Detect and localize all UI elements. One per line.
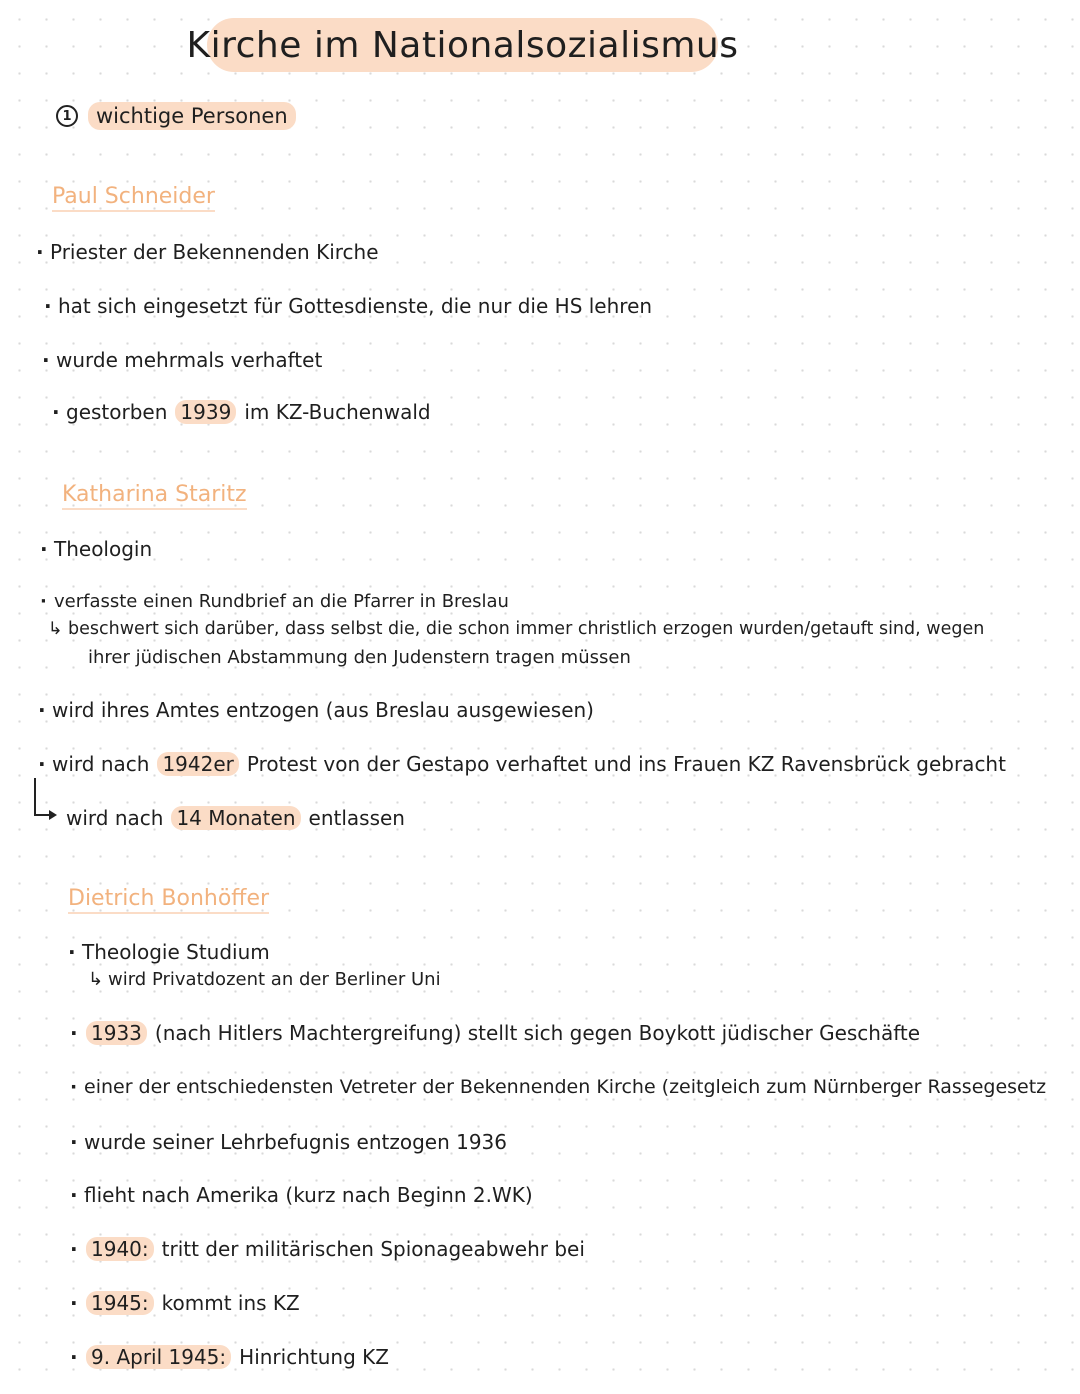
list-item: · hat sich eingesetzt für Gottesdienste, die nur die HS lehren bbox=[44, 294, 653, 318]
section-heading bbox=[56, 102, 296, 130]
list-item: wird nach 14 Monaten entlassen bbox=[66, 806, 405, 830]
list-item: ↳ beschwert sich darüber, dass selbst die, die schon immer christlich erzogen wurden/getauft sind, wegen bbox=[48, 619, 985, 639]
list-item: · flieht nach Amerika (kurz nach Beginn 2.WK) bbox=[70, 1183, 533, 1207]
list-item: · gestorben 1939 im KZ-Buchenwald bbox=[52, 400, 431, 424]
list-item: · 1933 (nach Hitlers Machtergreifung) stellt sich gegen Boykott jüdischer Geschäfte bbox=[70, 1021, 921, 1045]
list-item: · 9. April 1945: Hinrichtung KZ bbox=[70, 1345, 389, 1369]
highlight-year: 1942er bbox=[157, 752, 238, 776]
bullet-icon: · bbox=[40, 591, 47, 612]
bullet-icon: · bbox=[52, 400, 60, 424]
highlight-year: 1939 bbox=[175, 400, 236, 424]
bullet-icon: · bbox=[38, 752, 46, 776]
list-item: · Priester der Bekennenden Kirche bbox=[36, 240, 379, 264]
highlight-year: 1945: bbox=[86, 1291, 154, 1315]
bullet-icon: · bbox=[70, 1183, 78, 1207]
list-item: · einer der entschiedensten Vetreter der Bekennenden Kirche (zeitgleich zum Nürnberger Rassegesetz bbox=[70, 1076, 1047, 1098]
bullet-icon: · bbox=[70, 1021, 78, 1045]
list-item: · wurde seiner Lehrbefugnis entzogen 1936 bbox=[70, 1130, 508, 1154]
highlight-year: 1933 bbox=[86, 1021, 147, 1045]
list-item: ↳ wird Privatdozent an der Berliner Uni bbox=[88, 969, 441, 990]
person-name-schneider: Paul Schneider bbox=[52, 184, 215, 212]
bullet-icon: · bbox=[36, 240, 44, 264]
bullet-icon: · bbox=[70, 1130, 78, 1154]
list-item: · wird nach 1942er Protest von der Gestapo verhaftet und ins Frauen KZ Ravensbrück gebracht bbox=[38, 752, 1006, 776]
person-name-staritz: Katharina Staritz bbox=[62, 482, 247, 510]
bullet-icon: · bbox=[38, 698, 46, 722]
person-name-bonhoeffer: Dietrich Bonhöffer bbox=[68, 886, 269, 914]
bullet-icon: · bbox=[42, 348, 50, 372]
bullet-icon: · bbox=[68, 940, 76, 964]
bullet-icon: · bbox=[70, 1076, 78, 1098]
arrow-icon: ↳ bbox=[48, 619, 63, 639]
arrow-icon: ↳ bbox=[88, 969, 104, 990]
bullet-icon: · bbox=[44, 294, 52, 318]
list-item: · verfasste einen Rundbrief an die Pfarrer in Breslau bbox=[40, 591, 509, 612]
section-number: 1 bbox=[56, 105, 78, 127]
highlight-year: 1940: bbox=[86, 1237, 154, 1261]
list-item: · Theologie Studium bbox=[68, 940, 270, 964]
list-item: · Theologin bbox=[40, 537, 153, 561]
list-item: · 1945: kommt ins KZ bbox=[70, 1291, 300, 1315]
bullet-icon: · bbox=[70, 1291, 78, 1315]
list-item-continuation: ihrer jüdischen Abstammung den Judenstern tragen müssen bbox=[88, 647, 631, 668]
bullet-icon: · bbox=[40, 537, 48, 561]
corner-arrow-icon bbox=[34, 778, 50, 816]
list-item: · 1940: tritt der militärischen Spionageabwehr bei bbox=[70, 1237, 585, 1261]
highlight-date: 9. April 1945: bbox=[86, 1345, 231, 1369]
highlight-duration: 14 Monaten bbox=[171, 806, 300, 830]
section-label: wichtige Personen bbox=[88, 102, 296, 130]
bullet-icon: · bbox=[70, 1345, 78, 1369]
bullet-icon: · bbox=[70, 1237, 78, 1261]
list-item: · wurde mehrmals verhaftet bbox=[42, 348, 323, 372]
list-item: · wird ihres Amtes entzogen (aus Breslau ausgewiesen) bbox=[38, 698, 594, 722]
page-title: Kirche im Nationalsozialismus bbox=[207, 18, 718, 72]
